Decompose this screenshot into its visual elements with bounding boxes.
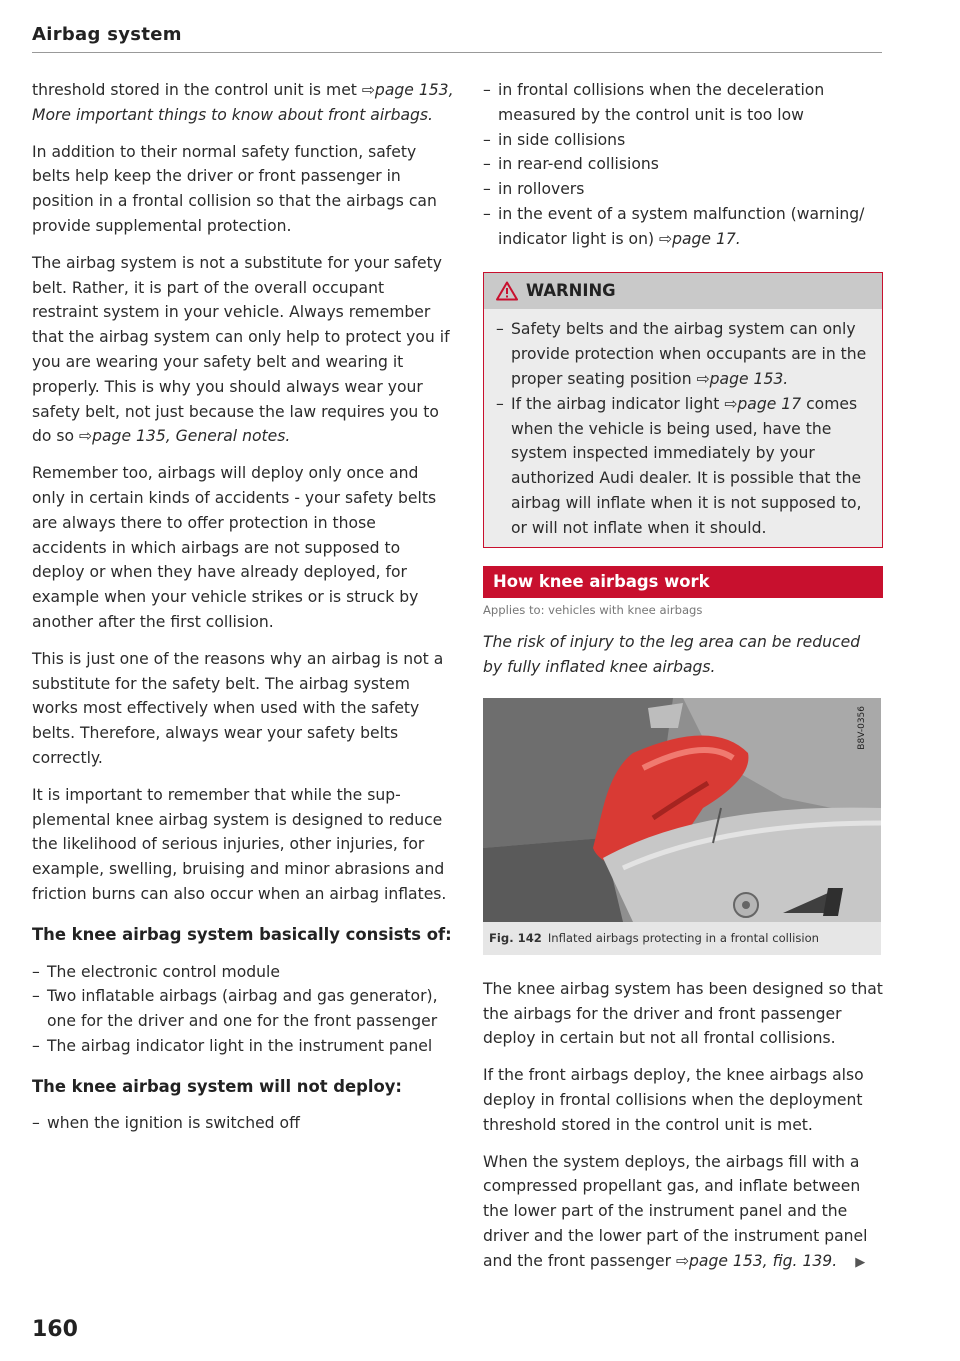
section-lead: The risk of injury to the leg area can be reduced by fully inflated knee airbags.: [483, 633, 861, 677]
list-item-text: in the event of a system malfunction (warning/ indicator light is on): [498, 204, 865, 248]
warning-title: WARNING: [526, 280, 616, 300]
list-item: – in frontal collisions when the deceleration measured by the control unit is too low: [483, 78, 883, 128]
warning-list: [496, 317, 870, 540]
knee-airbag-illustration: [483, 698, 881, 922]
not-deploy-heading: The knee airbag system will not deploy:: [32, 1076, 402, 1096]
applies-to-note: Applies to: vehicles with knee airbags: [483, 603, 703, 618]
paragraph-text: The airbag system is not a substitute for your safety belt. Rather, it is part of the overall occupant restraint system in your vehicle. Always remember that the airbag system can only help to protect you if you are wearing your safety belt and wearing it properly. This is why you should always wear your safety belt, not just because the law requires you to do so: [32, 253, 450, 446]
paragraph: It is important to remember that while the supplemental knee airbag system is designed to reduce the likelihood of serious injuries, other injuries, for example, swelling, bruising and minor abrasions and friction burns can also occur when an airbag inflates.: [32, 785, 447, 903]
not-deploy-list-continued: [483, 78, 883, 252]
not-deploy-list: [32, 1111, 454, 1136]
warning-item: [496, 392, 870, 541]
figure-label: Fig. 142: [489, 930, 542, 945]
list-item: – Two inflatable airbags (airbag and gas generator), one for the driver and one for the front passenger: [32, 984, 454, 1034]
paragraph: In addition to their normal safety function, safety belts help keep the driver or front passenger in position in a frontal collision so that the airbags can provide supplemental protection.: [32, 142, 437, 235]
knee-airbag-figure: [483, 698, 881, 922]
list-item: – in rollovers: [483, 177, 883, 202]
page-number: 160: [32, 1317, 78, 1342]
warning-item-text: comes when the vehicle is being used, have the system inspected immediately by your authorized Audi dealer. It is possible that the airbag will inflate when it is not supposed to, or will not inflate when it should.: [511, 394, 862, 537]
right-column: [483, 78, 883, 1288]
warning-body: [484, 309, 882, 546]
list-item: – when the ignition is switched off: [32, 1111, 454, 1136]
page-reference-link[interactable]: ⇨page 135, General notes.: [79, 427, 291, 446]
components-list: [32, 960, 454, 1059]
warning-item-text: If the airbag indicator light: [511, 394, 725, 413]
list-item: – in rear-end collisions: [483, 152, 883, 177]
warning-header: [484, 273, 882, 310]
paragraph: [483, 1150, 883, 1276]
warning-item: [496, 317, 870, 391]
continue-arrow-icon: ▶: [855, 1254, 866, 1270]
page-reference-link[interactable]: ⇨page 153.: [696, 369, 789, 388]
left-column: [32, 78, 454, 1148]
paragraph: If the front airbags deploy, the knee airbags also deploy in frontal collisions when the deployment threshold stored in the control unit is met.: [483, 1066, 864, 1134]
page-reference-link[interactable]: ⇨page 17: [724, 394, 802, 413]
warning-box: [483, 272, 883, 548]
consists-heading: The knee airbag system basically consists of:: [32, 924, 452, 944]
paragraph-text: threshold stored in the control unit is met: [32, 81, 362, 99]
paragraph: [32, 251, 454, 449]
page-reference-link[interactable]: ⇨page 17.: [659, 229, 741, 248]
list-item: – The electronic control module: [32, 960, 454, 985]
figure-code: B8V-0356: [857, 705, 868, 750]
list-item: [483, 202, 883, 252]
list-item: – The airbag indicator light in the instrument panel: [32, 1034, 454, 1059]
warning-triangle-icon: [496, 281, 518, 301]
list-item: – in side collisions: [483, 128, 883, 153]
header-divider: [32, 52, 882, 53]
paragraph: Remember too, airbags will deploy only once and only in certain kinds of accidents - your safety belts are always there to offer protection in those accidents in which airbags are not supposed to deploy or when they have already deployed, for example when your vehicle strikes or is struck by another after the first collision.: [32, 464, 437, 631]
paragraph: This is just one of the reasons why an airbag is not a substitute for the safety belt. The airbag system works most effectively when used with the safety belts. Therefore, always wear your safety belts correctly.: [32, 649, 444, 767]
figure-caption-text: Inflated airbags protecting in a frontal collision: [547, 930, 820, 945]
figure-caption: [483, 922, 881, 955]
section-header-title: Airbag system: [32, 24, 182, 45]
section-title-bar: How knee airbags work: [483, 566, 883, 599]
paragraph: The knee airbag system has been designed so that the airbags for the driver and front passenger deploy in certain but not all frontal collisions.: [483, 979, 883, 1048]
paragraph: [32, 78, 454, 128]
page-reference-link[interactable]: ⇨page 153, fig. 139.: [675, 1251, 838, 1270]
paragraph-text: When the system deploys, the airbags fill with a compressed propellant gas, and inflate between the lower part of the instrument panel and the driver and the lower part of the instrument panel and the front passenger: [483, 1152, 868, 1270]
page-reference-link[interactable]: ⇨page 153, More important things to know about front airbags.: [32, 81, 454, 124]
warning-item-text: Safety belts and the airbag system can only provide protection when occupants are in the proper seating position: [511, 320, 867, 388]
